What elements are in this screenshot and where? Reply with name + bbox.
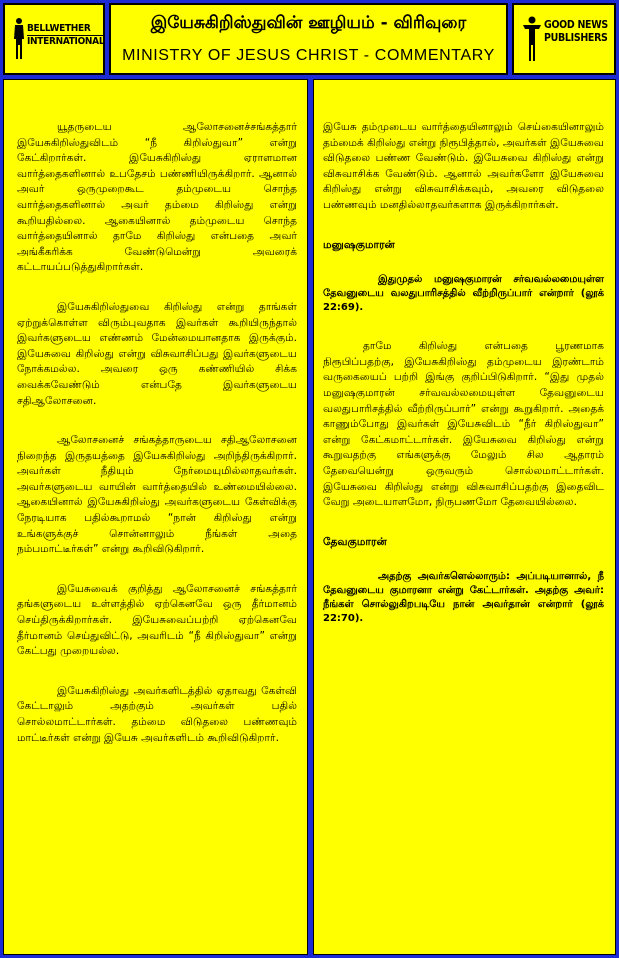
right-paragraph-son-of-man: தாமே கிறிஸ்து என்பதை பூரணமாக நிரூபிப்பதற்கு, இயேசுகிறிஸ்து தம்முடைய இரண்டாம் வருகையைப் பற்றி இங்கு குறிப்பிடுகிறார். “இது முதல் மனுஷகுமாரன் சர்வவல்லமையுள்ள தேவனுடைய வலதுபாரிசத்தில் வீற்றிருப்பார்” என்று கூறுகிறார். அதைக் காணும்போது இவர்கள் இயேசுவிடம் “நீர் கிறிஸ்துவா” என்று கேட்கமாட்டார்கள். இயேசுவை கிறிஸ்து என்று கூறுவதற்கு எங்களுக்கு மேலும் சில ஆதாரம் தேவையென்று ஒருவரும் சொல்லமாட்டார்கள். இயேசுவை கிறிஸ்து என்று விசுவாசிப்பதற்கு இதைவிட வேறு அடையாளமோ, நிருபணமோ தேவையில்லை. — [323, 340, 604, 509]
left-paragraph-5: இயேசுகிறிஸ்து அவர்களிடத்தில் ஏதாவது கேள்வி கேட்டாலும் அதற்கும் அவர்கள் பதில் சொல்லமாட்டார்கள். தம்மை விடுதலை பண்ணவும் மாட்டீர்கள் என்று இயேசு அவர்களிடம் கூறிவிடுகிறார். — [17, 684, 297, 744]
scripture-quote-luke-22-70: அதற்கு அவர்களெல்லாரும்: அப்படியானால், நீ தேவனுடைய குமாரனா என்று கேட்டார்கள். அதற்கு அவர்: நீங்கள் சொல்லுகிறபடியே நான் அவர்தான் என்றார் (லூக் 22:70). — [323, 571, 604, 625]
good-news-line1: GOOD NEWS — [544, 19, 608, 31]
left-paragraph-4: இயேசுவைக் குறித்து ஆலோசனைச் சங்கத்தார் தங்களுடைய உள்ளத்தில் ஏற்கெனவே ஒரு தீர்மானம் செய்திருக்கிறார்கள். இயேசுவைப்பற்றி ஏற்கெனவே தீர்மானம் செய்துவிட்டு, அவரிடம் “நீ கிறிஸ்துவா” என்று கேட்பது முறையல்ல. — [17, 582, 297, 658]
title-english: MINISTRY OF JESUS CHRIST - COMMENTARY — [122, 47, 495, 64]
left-column-text — [17, 120, 297, 770]
left-column — [3, 79, 308, 955]
good-news-line2: PUBLISHERS — [544, 32, 608, 44]
scripture-quote-luke-22-69: இதுமுதல் மனுஷகுமாரன் சர்வவல்லமையுள்ள தேவனுடைய வலதுபாரிசத்தில் வீற்றிருப்பார் என்றார் (லூக் 22:69). — [323, 274, 604, 314]
good-news-figure-icon — [522, 15, 542, 63]
right-column — [313, 79, 616, 955]
title-box — [109, 3, 508, 75]
left-paragraph-1: யூதருடைய ஆலோசனைச்சங்கத்தார் இயேசுகிறிஸ்துவிடம் “நீ கிறிஸ்துவா” என்று கேட்கிறார்கள். இயேசுகிறிஸ்து ஏராளமான வார்த்தைகளினால் உபதேசம் பண்ணியிருக்கிறார். ஆனால் அவர் ஒருமுறைகூட தம்முடைய சொந்த வார்த்தைகளினால் அவர் தம்மை கிறிஸ்து என்று கூறியதில்லை. ஆகையினால் தம்முடைய சொந்த வார்த்தையினால் தாமே கிறிஸ்து என்பதை அவர் அங்கீகரிக்க வேண்டுமென்று அவரைக் கட்டாயப்படுத்துகிறார்கள். — [17, 121, 297, 274]
bellwether-line1: BELLWETHER — [27, 23, 91, 34]
left-paragraph-3: ஆலோசனைச் சங்கத்தாருடைய சதிஆலோசனை நிறைந்த இருதயத்தை இயேசுகிறிஸ்து அறிந்திருக்கிறார். அவர்கள் நீதியும் நேர்மையுமில்லாதவர்கள். அவர்களுடைய வாயின் வார்த்தையில் உண்மையில்லை. ஆகையினால் இயேசுகிறிஸ்து அவர்களுடைய கேள்விக்கு நேரடியாக பதில்கூறாமல் “நான் கிறிஸ்து என்று உங்களுக்குச் சொன்னாலும் நீங்கள் அதை நம்பமாட்டீர்கள்” என்று கூறிவிடுகிறார். — [17, 434, 297, 556]
bellwether-line2: INTERNATIONAL — [27, 36, 105, 47]
title-tamil: இயேசுகிறிஸ்துவின் ஊழியம் - விரிவுரை — [150, 13, 467, 33]
bellwether-logo — [3, 3, 105, 75]
right-column-text — [323, 120, 604, 650]
bellwether-figure-icon — [12, 17, 26, 61]
section-heading-son-of-man: மனுஷகுமாரன் — [323, 238, 395, 251]
right-intro-paragraph: இயேசு தம்முடைய வார்த்தையினாலும் செய்கையினாலும் தம்மைக் கிறிஸ்து என்று நிரூபித்தால், அவர்கள் இயேசுவை விடுதலை பண்ண வேண்டும். இயேசுவை கிறிஸ்து என்று விசுவாசிக்க வேண்டும். ஆனால் அவர்களோ இயேசுவை கிறிஸ்து என்று விசுவாசிக்கவும், அவரை விடுதலை பண்ணவும் மனதில்லாதவர்களாக இருக்கிறார்கள். — [323, 121, 604, 211]
section-heading-son-of-god: தேவகுமாரன் — [323, 535, 387, 548]
good-news-logo — [512, 3, 616, 75]
bellwether-logo-text — [27, 23, 103, 48]
good-news-logo-text — [544, 19, 614, 45]
left-paragraph-2: இயேசுகிறிஸ்துவை கிறிஸ்து என்று தாங்கள் ஏற்றுக்கொள்ள விரும்புவதாக இவர்கள் கூறியிருந்தால் இவர்களுடைய எண்ணம் மேன்மையானதாக இருக்கும். இயேசுவை கிறிஸ்து என்று விசுவாசிப்பது இவர்களுடைய நோக்கமல்ல. அவரை ஒரு கண்ணியில் சிக்க வைக்கவேண்டும் என்பதே இவர்களுடைய சதிஆலோசனை. — [17, 300, 297, 407]
